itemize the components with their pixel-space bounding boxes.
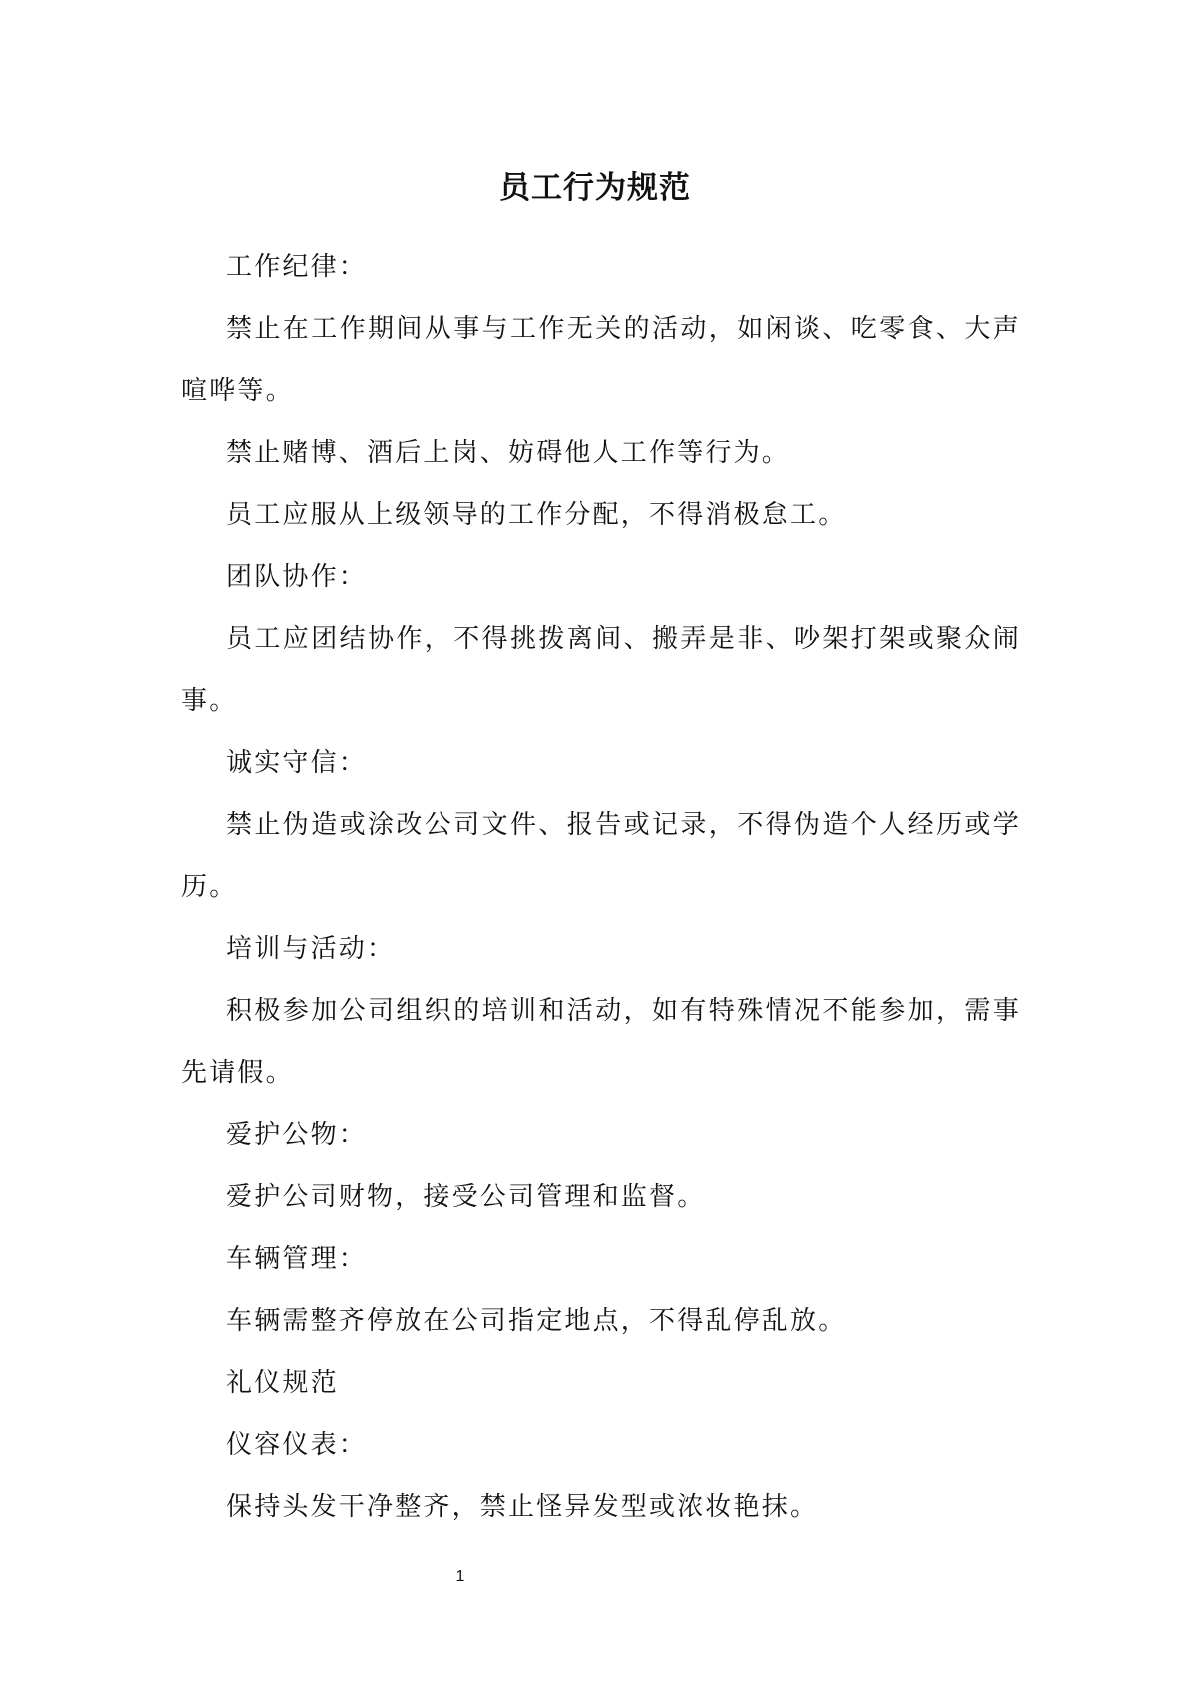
document-title: 员工行为规范 (499, 170, 691, 206)
rule-paragraph: 禁止伪造或涂改公司文件、报告或记录，不得伪造个人经历或学历。 (181, 810, 1021, 902)
section-heading: 仪容仪表： (226, 1430, 368, 1460)
section-heading: 车辆管理： (226, 1244, 368, 1274)
document-body (181, 236, 1021, 1538)
rule-paragraph: 车辆需整齐停放在公司指定地点，不得乱停乱放。 (226, 1306, 847, 1336)
rule-paragraph: 禁止在工作期间从事与工作无关的活动，如闲谈、吃零食、大声喧哗等。 (181, 314, 1021, 406)
rule-paragraph: 禁止赌博、酒后上岗、妨碍他人工作等行为。 (226, 438, 791, 468)
section-heading: 工作纪律： (226, 252, 368, 282)
section-heading: 诚实守信： (226, 748, 368, 778)
page-number: 1 (455, 1568, 465, 1585)
section-heading: 礼仪规范 (226, 1368, 339, 1398)
section-heading: 爱护公物： (226, 1120, 368, 1150)
rule-paragraph: 员工应服从上级领导的工作分配，不得消极怠工。 (226, 500, 847, 530)
rule-paragraph: 爱护公司财物，接受公司管理和监督。 (226, 1182, 706, 1212)
rule-paragraph: 员工应团结协作，不得挑拨离间、搬弄是非、吵架打架或聚众闹事。 (181, 624, 1021, 716)
section-heading: 培训与活动： (226, 934, 396, 964)
rule-paragraph: 积极参加公司组织的培训和活动，如有特殊情况不能参加，需事先请假。 (181, 996, 1021, 1088)
rule-paragraph: 保持头发干净整齐，禁止怪异发型或浓妆艳抹。 (226, 1492, 819, 1522)
section-heading: 团队协作： (226, 562, 368, 592)
